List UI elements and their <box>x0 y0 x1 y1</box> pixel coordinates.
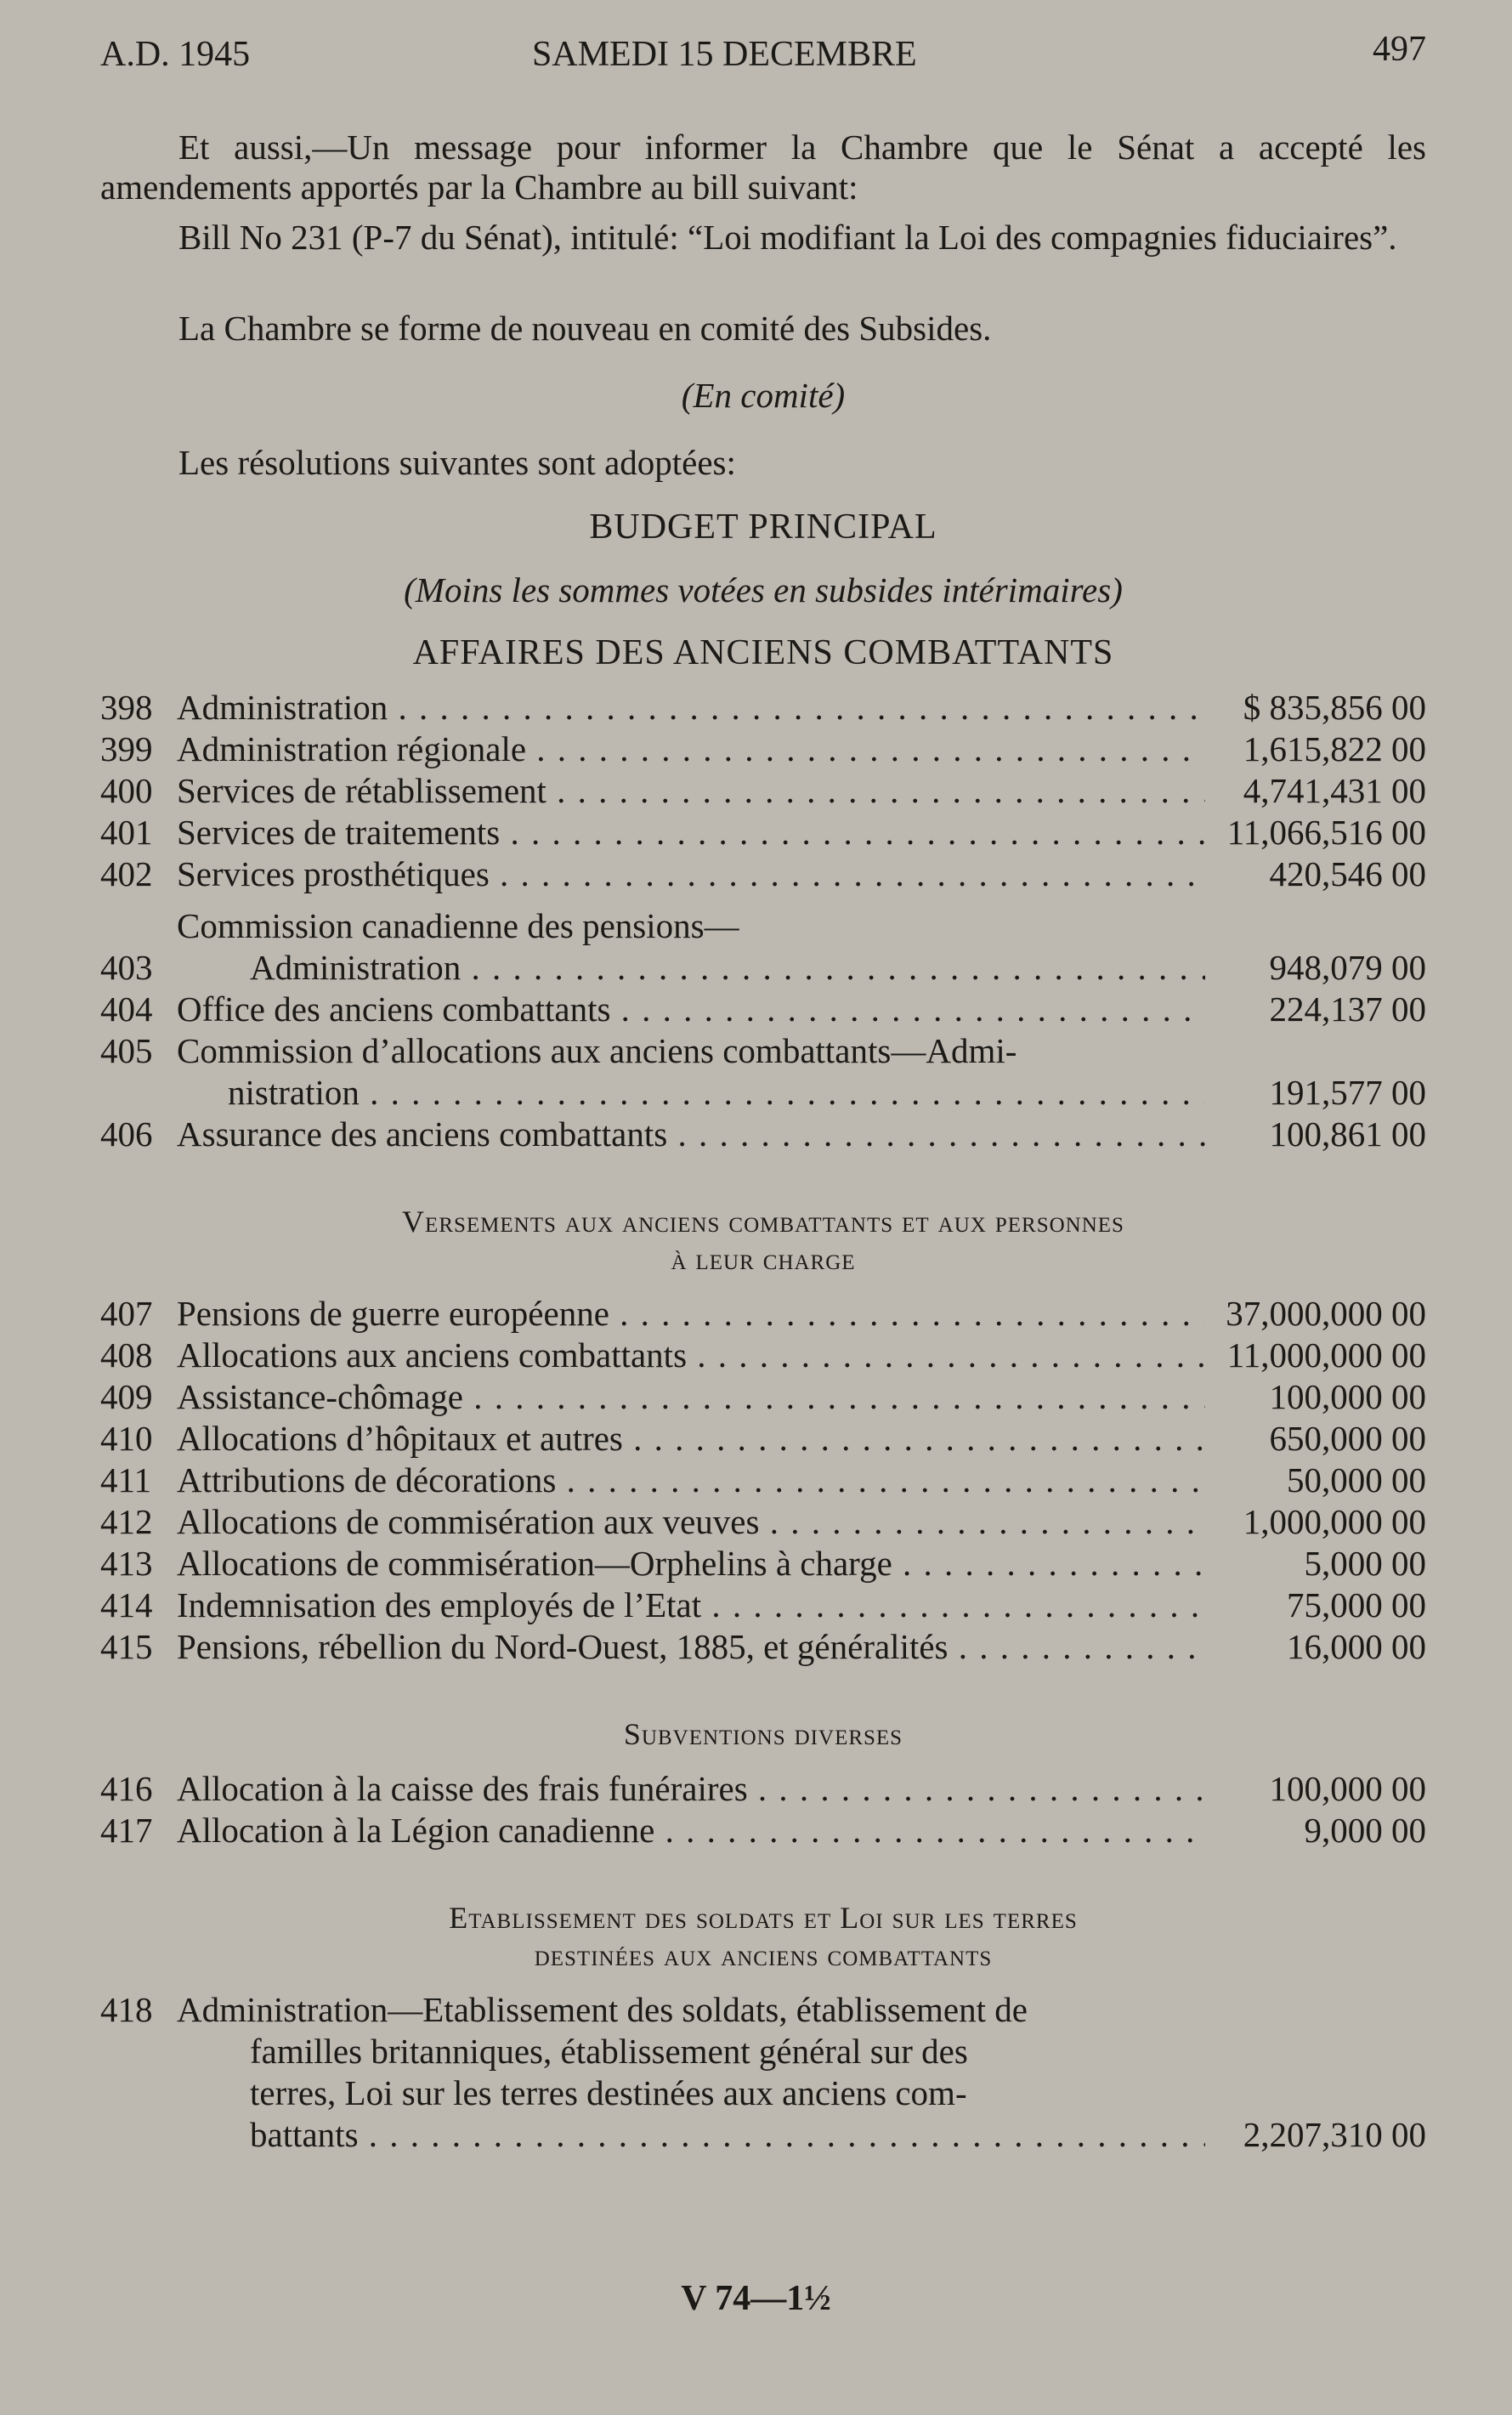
table-row <box>100 1626 1426 1668</box>
table-row <box>100 1460 1426 1501</box>
item-label-line1: Commission d’allocations aux anciens combattants—Admi- <box>177 1031 1017 1070</box>
item-label: Office des anciens combattants . . . <box>177 989 1205 1030</box>
item-number: 415 <box>100 1627 153 1666</box>
item-amount: $ 835,856 00 <box>1243 688 1426 727</box>
section-title-line1: Etablissement des soldats et Loi sur les terres <box>449 1901 1078 1935</box>
item-label: Administration . . . <box>177 947 1205 989</box>
in-committee-note: (En comité) <box>681 376 846 415</box>
item-amount: 100,000 00 <box>1269 1377 1426 1416</box>
header-year: A.D. 1945 <box>100 35 251 74</box>
item-amount: 75,000 00 <box>1287 1585 1426 1624</box>
item-number: 400 <box>100 771 153 810</box>
table-row <box>100 1810 1426 1851</box>
table-row <box>100 1030 1426 1072</box>
item-number: 402 <box>100 854 153 893</box>
header-date: SAMEDI 15 DECEMBRE <box>532 35 917 74</box>
section-title-settlement <box>100 1899 1426 1974</box>
item-amount: 11,066,516 00 <box>1226 813 1426 852</box>
commission-heading: Commission canadienne des pensions— <box>177 906 739 945</box>
item-amount: 5,000 00 <box>1304 1544 1426 1583</box>
item-label-line2: nistration . . . <box>177 1072 1205 1114</box>
item-number: 418 <box>100 1990 153 2029</box>
item-label: Services de rétablissement . . . <box>177 770 1205 812</box>
table-row <box>100 1335 1426 1376</box>
item-amount: 100,000 00 <box>1269 1769 1426 1808</box>
item-label: Attributions de décorations . . . <box>177 1460 1205 1501</box>
printer-signature: V 74—1½ <box>681 2279 831 2318</box>
item-number: 416 <box>100 1769 153 1808</box>
intro-paragraph-3: La Chambre se forme de nouveau en comité des Subsides. <box>178 309 992 348</box>
items-settlement <box>100 1989 1426 2156</box>
item-number: 406 <box>100 1114 153 1154</box>
item-label-line3: terres, Loi sur les terres destinées aux anciens com- <box>250 2073 967 2112</box>
item-amount: 1,615,822 00 <box>1243 729 1426 768</box>
item-label: Pensions de guerre européenne . . . <box>177 1293 1205 1335</box>
table-row-continuation <box>100 2072 1426 2114</box>
table-row <box>100 1293 1426 1335</box>
section-title-line1: Versements aux anciens combattants et aux personnes <box>402 1205 1124 1239</box>
item-amount: 100,861 00 <box>1269 1114 1426 1154</box>
item-label-line2: familles britanniques, établissement général sur des <box>250 2032 968 2071</box>
item-label: Allocation à la Légion canadienne . . . <box>177 1810 1205 1851</box>
item-label: Allocations de commisération—Orphelins à charge . . . <box>177 1543 1205 1584</box>
table-row <box>100 853 1426 895</box>
table-row-continuation <box>100 2114 1426 2156</box>
item-amount: 37,000,000 00 <box>1226 1294 1426 1333</box>
table-row <box>100 1114 1426 1155</box>
page-body <box>100 128 1426 2156</box>
table-row <box>100 1543 1426 1584</box>
item-number: 399 <box>100 729 153 768</box>
table-row <box>100 1989 1426 2031</box>
item-label: Indemnisation des employés de l’Etat . . . <box>177 1584 1205 1626</box>
item-number: 407 <box>100 1294 153 1333</box>
intro-paragraph-5: Les résolutions suivantes sont adoptées: <box>178 443 736 482</box>
commission-heading-row <box>100 905 1426 947</box>
item-label-line1: Administration—Etablissement des soldats, établissement de <box>177 1990 1028 2029</box>
budget-subtitle: (Moins les sommes votées en subsides intérimaires) <box>404 570 1123 609</box>
item-label: Allocation à la caisse des frais funéraires . . . <box>177 1768 1205 1810</box>
item-amount: 650,000 00 <box>1269 1419 1426 1458</box>
item-amount: 948,079 00 <box>1269 948 1426 987</box>
item-amount: 1,000,000 00 <box>1243 1502 1426 1541</box>
item-label: Administration régionale . . . <box>177 728 1205 770</box>
items-payments <box>100 1293 1426 1668</box>
item-number: 403 <box>100 948 153 987</box>
intro-paragraph-1: Et aussi,—Un message pour informer la Chambre que le Sénat a accepté les amendements apportés par la Chambre au bill suivant: <box>100 128 1426 207</box>
item-number: 410 <box>100 1419 153 1458</box>
section-title-line2: à leur charge <box>671 1242 856 1276</box>
budget-title: BUDGET PRINCIPAL <box>589 507 937 547</box>
table-row <box>100 812 1426 853</box>
section-title-line2: destinées aux anciens combattants <box>534 1938 993 1972</box>
table-row <box>100 1376 1426 1418</box>
items-subsidies <box>100 1768 1426 1851</box>
table-row <box>100 989 1426 1030</box>
item-label: Pensions, rébellion du Nord-Ouest, 1885, et généralités . . . <box>177 1626 1205 1668</box>
item-number: 404 <box>100 989 153 1029</box>
item-label: Services de traitements . . . <box>177 812 1205 853</box>
section-title-veterans: AFFAIRES DES ANCIENS COMBATTANTS <box>412 633 1114 672</box>
item-amount: 224,137 00 <box>1269 989 1426 1029</box>
table-row <box>100 947 1426 989</box>
item-label: Allocations de commisération aux veuves . . . <box>177 1501 1205 1543</box>
page-header <box>100 30 1426 85</box>
item-label-line4: battants . . . <box>177 2114 1205 2156</box>
item-number: 412 <box>100 1502 153 1541</box>
table-row <box>100 1418 1426 1460</box>
item-number: 414 <box>100 1585 153 1624</box>
table-row-continuation <box>100 1072 1426 1114</box>
item-label: Allocations d’hôpitaux et autres . . . <box>177 1418 1205 1460</box>
item-label: Allocations aux anciens combattants . . . <box>177 1335 1205 1376</box>
table-row <box>100 728 1426 770</box>
item-number: 401 <box>100 813 153 852</box>
item-amount: 50,000 00 <box>1287 1460 1426 1499</box>
item-number: 408 <box>100 1335 153 1375</box>
section-title-subsidies <box>100 1715 1426 1753</box>
item-number: 413 <box>100 1544 153 1583</box>
intro-paragraph-2: Bill No 231 (P-7 du Sénat), intitulé: “Loi modifiant la Loi des compagnies fiduciaires”. <box>178 218 1397 257</box>
page-number: 497 <box>1373 30 1426 69</box>
item-amount: 420,546 00 <box>1269 854 1426 893</box>
item-number: 405 <box>100 1031 153 1070</box>
table-row <box>100 687 1426 728</box>
item-amount: 191,577 00 <box>1269 1073 1426 1112</box>
table-row <box>100 1501 1426 1543</box>
item-amount: 16,000 00 <box>1287 1627 1426 1666</box>
item-amount: 2,207,310 00 <box>1243 2115 1426 2154</box>
item-label: Services prosthétiques . . . <box>177 853 1205 895</box>
item-number: 411 <box>100 1460 151 1499</box>
item-label: Assurance des anciens combattants . . . <box>177 1114 1205 1155</box>
table-row <box>100 770 1426 812</box>
item-amount: 11,000,000 00 <box>1226 1335 1426 1375</box>
items-veterans-affairs <box>100 687 1426 1155</box>
table-row <box>100 1768 1426 1810</box>
section-title-line1: Subventions diverses <box>623 1717 903 1751</box>
item-amount: 9,000 00 <box>1304 1811 1426 1850</box>
section-title-payments <box>100 1203 1426 1278</box>
item-label: Administration . . . <box>177 687 1205 728</box>
table-row-continuation <box>100 2031 1426 2072</box>
item-number: 417 <box>100 1811 153 1850</box>
table-row <box>100 1584 1426 1626</box>
item-label: Assistance-chômage . . . <box>177 1376 1205 1418</box>
item-number: 409 <box>100 1377 153 1416</box>
item-number: 398 <box>100 688 153 727</box>
item-amount: 4,741,431 00 <box>1243 771 1426 810</box>
